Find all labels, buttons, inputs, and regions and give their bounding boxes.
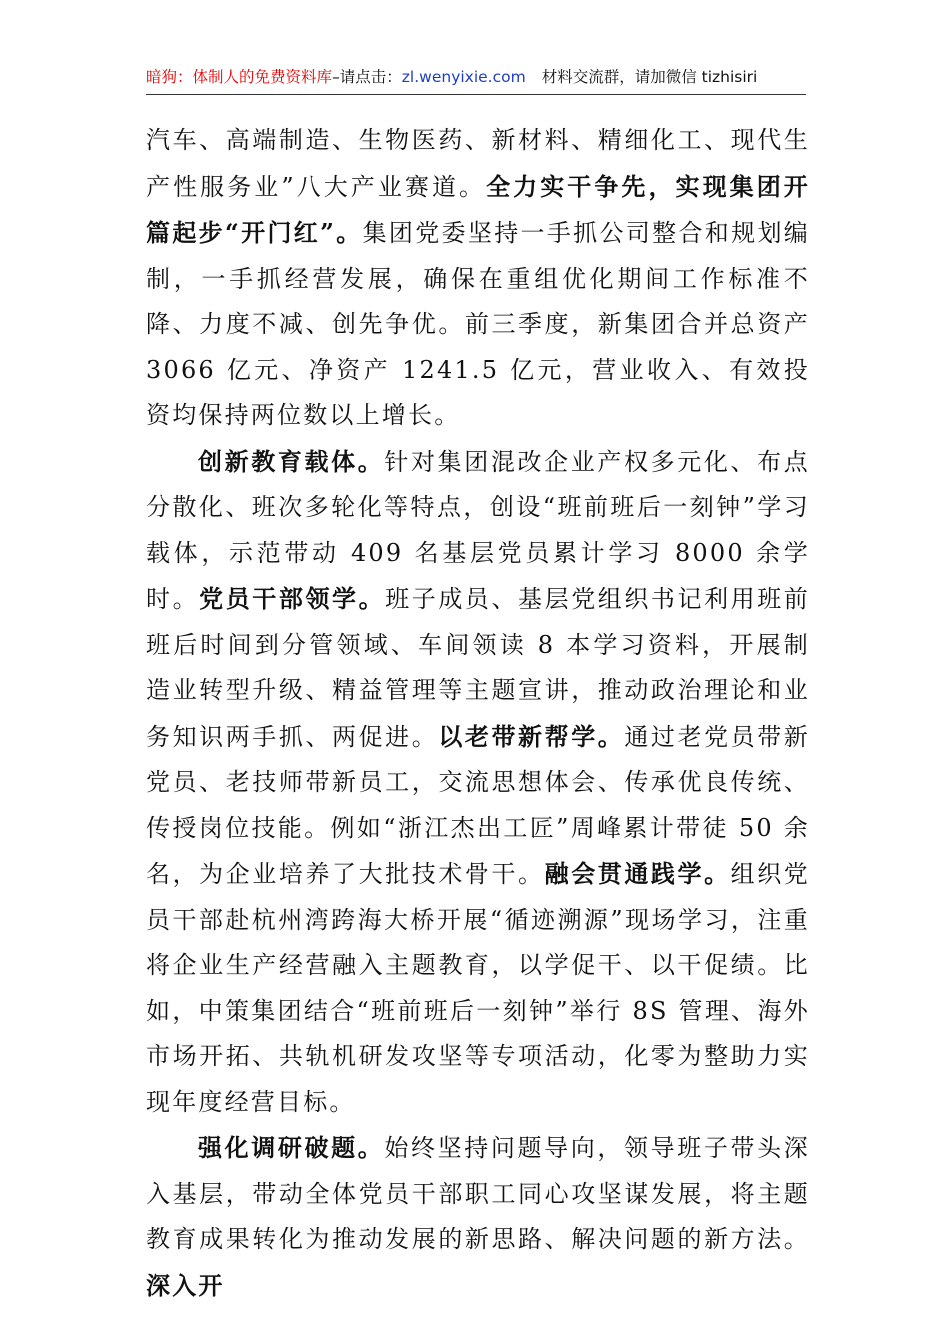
bold-heading-run: 强化调研破题。: [198, 1133, 385, 1162]
text-run: 针对集团混改企业产权多元化、布点分散化、班次多轮化等特点，创设“班前班后一刻钟”学习载体，示范带动 409 名基层党员累计学习 8000 余学时。: [146, 447, 810, 613]
bold-heading-run: 创新教育载体。: [198, 446, 385, 476]
text-run: 始终坚持问题导向，领导班子带头深入基层，带动全体党员干部职工同心攻坚谋发展，将主题教育成果转化为推动发展的新思路、解决问题的新方法。: [146, 1134, 810, 1253]
bold-heading-run: 全力实干争先，实现集团开篇起步“开门红”。: [146, 171, 810, 247]
text-run: 班子成员、基层党组织书记利用班前班后时间到分管领域、车间领读 8 本学习资料，开展制造业转型升级、精益管理等主题宣讲，推动政治理论和业务知识两手抓、两促进。: [146, 585, 811, 751]
text-run: 汽车、高端制造、生物医药、新材料、精细化工、现代生产性服务业”八大产业赛道。: [146, 126, 810, 201]
header-link[interactable]: zl.wenyixie.com: [401, 68, 526, 86]
text-run: 集团党委坚持一手抓公司整合和规划编制，一手抓经营发展，确保在重组优化期间工作标准不降、力度不减、创先争优。前三季度，新集团合并总资产 3066 亿元、净资产 1241.5 亿元，营业收入、有效投资均保持两位数以上增长。: [146, 219, 810, 429]
paragraph-3: [146, 1125, 810, 1309]
document-body: [146, 118, 810, 1309]
bold-heading-run: 党员干部领学。: [199, 584, 386, 613]
header-brand: 暗狗：体制人的免费资料库: [146, 68, 333, 86]
page-header: [146, 60, 806, 95]
bold-heading-run: 以老带新帮学。: [438, 721, 625, 751]
header-contact: 材料交流群，请加微信 tizhisiri: [541, 68, 758, 86]
bold-heading-run: 深入开: [146, 1270, 225, 1300]
paragraph-1: [146, 118, 810, 439]
bold-heading-run: 融会贯通践学。: [544, 859, 731, 888]
header-link-prefix: –请点击：: [332, 68, 402, 86]
text-run: 组织党员干部赴杭州湾跨海大桥开展“循迹溯源”现场学习，注重将企业生产经营融入主题教育，以学促干、以干促绩。比如，中策集团结合“班前班后一刻钟”举行 8S 管理、海外市场开拓、共轨机研发攻坚等专项活动，化零为整助力实现年度经营目标。: [146, 860, 811, 1116]
paragraph-2: [146, 439, 810, 1126]
text-run: 通过老党员带新党员、老技师带新员工，交流思想体会、传承优良传统、传授岗位技能。例如“浙江杰出工匠”周峰累计带徒 50 余名，为企业培养了大批技术骨干。: [146, 722, 811, 888]
